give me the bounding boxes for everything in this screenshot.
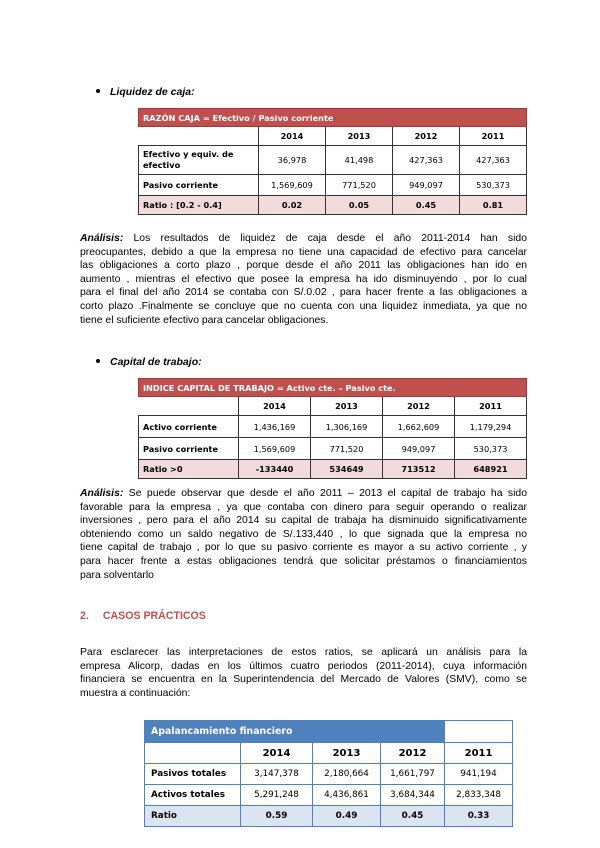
cell: 3,684,344: [381, 785, 445, 806]
year-header: 2013: [326, 127, 393, 146]
cell: 713512: [383, 460, 455, 479]
cell: 530,373: [455, 438, 527, 460]
cell: 941,194: [445, 764, 513, 785]
liquidez-heading: Liquidez de caja:: [96, 86, 195, 98]
table-title: INDICE CAPITAL DE TRABAJO = Activo cte. – Pasivo cte.: [139, 379, 527, 397]
cell: 1,662,609: [383, 416, 455, 438]
ratio-row: [145, 806, 513, 827]
capital-trabajo-table: [138, 378, 527, 479]
cell: 36,978: [259, 146, 326, 175]
row-label: Activos totales: [145, 785, 241, 806]
year-header: 2012: [381, 743, 445, 764]
cell: 5,291,248: [241, 785, 313, 806]
year-header: 2012: [383, 397, 455, 416]
capital-heading: Capital de trabajo:: [96, 356, 202, 368]
cell: 949,097: [393, 175, 460, 196]
cell: 0.81: [460, 196, 527, 215]
cell: 534649: [311, 460, 383, 479]
row-label: Ratio >0: [139, 460, 239, 479]
cell: 0.33: [445, 806, 513, 827]
analysis-label: Análisis:: [80, 233, 124, 244]
bullet-icon: [96, 359, 100, 363]
cell: 2,180,664: [313, 764, 381, 785]
cell: 771,520: [311, 438, 383, 460]
row-label: Ratio : [0.2 - 0.4]: [139, 196, 259, 215]
cell: 1,179,294: [455, 416, 527, 438]
cell: 0.59: [241, 806, 313, 827]
cell: 2,833,348: [445, 785, 513, 806]
section-heading: [80, 610, 206, 622]
table-row: [145, 785, 513, 806]
section-title: CASOS PRÁCTICOS: [102, 610, 206, 622]
table-title-row: [145, 721, 513, 743]
capital-analysis: Análisis: Se puede observar que desde el año 2011 – 2013 el capital de trabajo ha sido favorable para la empresa , ya que contaba con dinero para seguir operando o realizar inversiones , pero para el año 2014 su capital de trabaja ha disminuido significativamente obteniendo como un saldo negativo de S/.133,440 , lo que signada que la empresa no tiene capital de trabajo , por lo que su pasivo corriente es mayor a su activo corriente , y para hacer frente a estas obligaciones tendrá que solicitar préstamos o financiamientos para solventarlo: [80, 488, 527, 581]
cell: 0.02: [259, 196, 326, 215]
bullet-icon: [96, 89, 100, 93]
apalancamiento-table: [144, 720, 513, 827]
table-title-row: [139, 109, 527, 127]
cell: 0.45: [381, 806, 445, 827]
ratio-row: [139, 460, 527, 479]
row-label: Pasivos totales: [145, 764, 241, 785]
cell: 41,498: [326, 146, 393, 175]
cell: 1,661,797: [381, 764, 445, 785]
year-header: 2011: [445, 743, 513, 764]
cell: 949,097: [383, 438, 455, 460]
section-number: 2.: [80, 610, 89, 622]
row-label: Pasivo corriente: [139, 438, 239, 460]
table-row: [139, 175, 527, 196]
cell: 771,520: [326, 175, 393, 196]
table-header-row: [139, 397, 527, 416]
table-row: [139, 438, 527, 460]
year-header: 2011: [455, 397, 527, 416]
table-title: RAZÓN CAJA = Efectivo / Pasivo corriente: [139, 109, 527, 127]
cell: 0.05: [326, 196, 393, 215]
table-row: [145, 764, 513, 785]
cell: 1,306,169: [311, 416, 383, 438]
year-header: 2012: [393, 127, 460, 146]
cell: 0.45: [393, 196, 460, 215]
liquidez-analysis: Análisis: Los resultados de liquidez de caja desde el año 2011-2014 han sido preocupantes, debido a que la empresa no tiene una capacidad de efectivo para cancelar las obligaciones a corto plazo , porque desde el año 2011 las obligaciones han ido en aumento , mientras el efectivo que posee la empresa ha ido disminuyendo , por lo cual para el final del año 2014 se contaba con S/.0.02 , para hacer frente a las obligaciones a corto plazo .Finalmente se concluye que no cuenta con una liquidez inmediata, ya que no tiene el suficiente efectivo para cancelar obligaciones.: [80, 233, 527, 326]
row-label: Ratio: [145, 806, 241, 827]
table-row: [139, 146, 527, 175]
cell: 1,569,609: [259, 175, 326, 196]
cell: 427,363: [460, 146, 527, 175]
cell: 0.49: [313, 806, 381, 827]
cell: 1,569,609: [239, 438, 311, 460]
year-header: 2013: [313, 743, 381, 764]
cell: 530,373: [460, 175, 527, 196]
row-label: Pasivo corriente: [139, 175, 259, 196]
table-row: [139, 416, 527, 438]
cell: 427,363: [393, 146, 460, 175]
year-header: 2011: [460, 127, 527, 146]
year-header: 2014: [259, 127, 326, 146]
table-header-row: [139, 127, 527, 146]
cell: 648921: [455, 460, 527, 479]
year-header: 2013: [311, 397, 383, 416]
table-header-row: [145, 743, 513, 764]
table-title: Apalancamiento financiero: [145, 721, 445, 743]
intro-paragraph: Para esclarecer las interpretaciones de estos ratios, se aplicará un análisis para la empresa Alicorp, dadas en los últimos cuatro periodos (2011-2014), cuya información financiera se encuentra en la Superintendencia del Mercado de Valores (SMV), como se muestra a continuación:: [80, 647, 527, 699]
row-label: Activo corriente: [139, 416, 239, 438]
ratio-row: [139, 196, 527, 215]
table-title-row: [139, 379, 527, 397]
cell: 4,436,861: [313, 785, 381, 806]
analysis-label: Análisis:: [80, 488, 124, 499]
razon-caja-table: [138, 108, 527, 215]
row-label: Efectivo y equiv. de efectivo: [139, 146, 259, 175]
cell: -133440: [239, 460, 311, 479]
cell: 1,436,169: [239, 416, 311, 438]
cell: 3,147,378: [241, 764, 313, 785]
year-header: 2014: [241, 743, 313, 764]
year-header: 2014: [239, 397, 311, 416]
